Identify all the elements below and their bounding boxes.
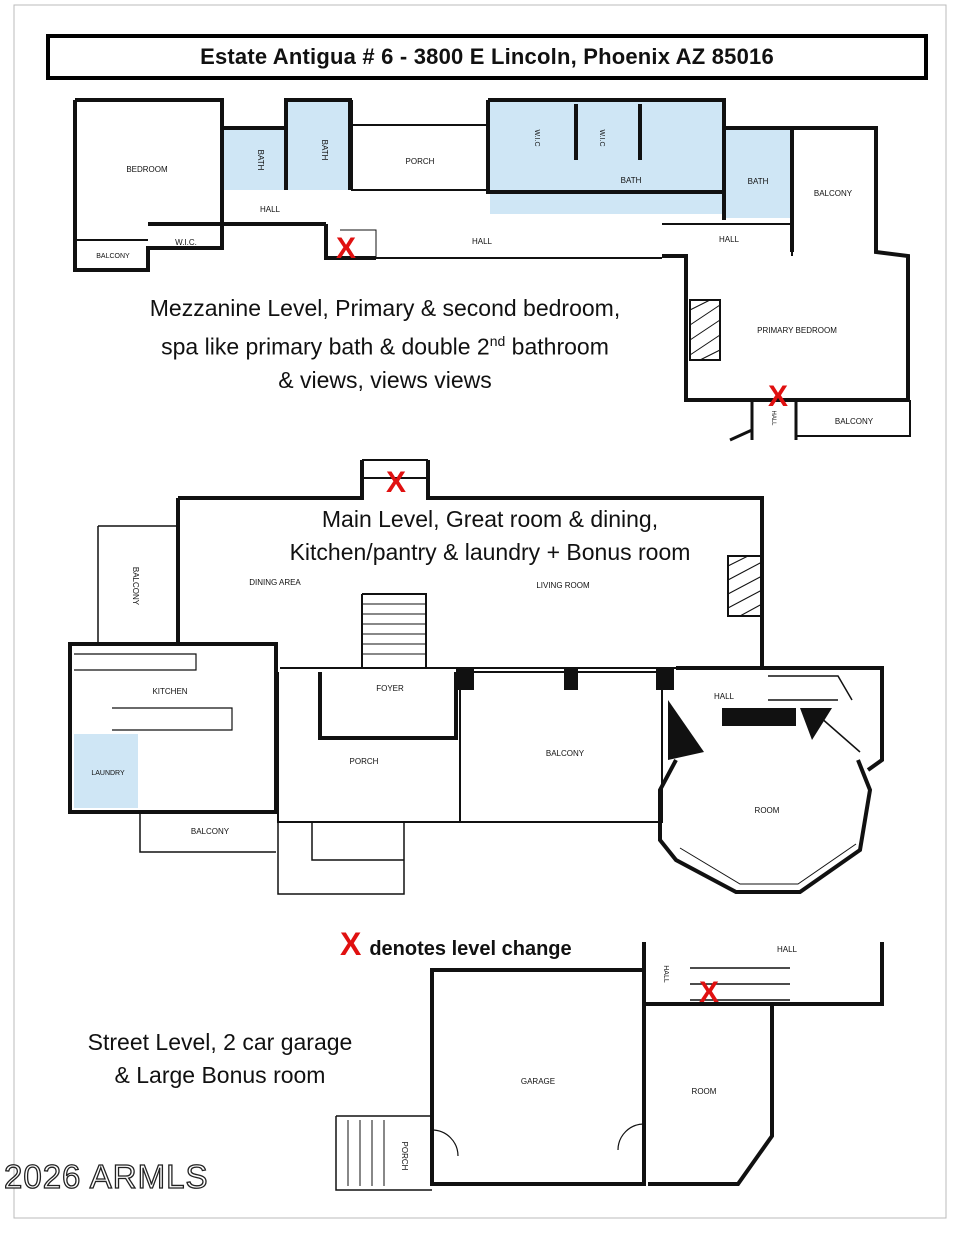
street-door [618,1124,644,1150]
hall-bar [722,708,796,726]
mezzanine-caption-line3: & views, views views [278,366,492,393]
mezz-label-bath2: BATH [320,139,329,161]
street-caption-line1: Street Level, 2 car garage [87,1029,353,1055]
mezz-label-primary-bedroom: PRIMARY BEDROOM [757,326,837,335]
level-change-marker: X [335,232,357,265]
mezz-label-hall4: HALL [770,410,776,426]
mezz-label-wic3: W.I.C [598,129,605,147]
main-foyer [320,672,456,738]
street-porch-treads [348,1120,384,1186]
mezz-label-hall2: HALL [471,237,493,246]
wedge-left [668,700,704,760]
main-label-room: ROOM [754,806,780,815]
mezz-label-hall3: HALL [718,235,740,244]
mezzanine-caption [100,292,670,397]
mezz-label-wic1: W.I.C. [175,238,197,247]
street-label-hall2: HALL [662,965,669,983]
main-center-stairs [362,594,426,668]
mezzanine-caption-line1: Mezzanine Level, Primary & second bedroom, [149,295,621,321]
street-label-room: ROOM [691,1087,717,1096]
street-label-porch: PORCH [400,1141,409,1171]
main-label-balcony1: BALCONY [131,566,140,606]
bath-fill-1 [224,130,286,190]
pillar-1 [456,668,474,690]
garage-door [432,1130,458,1156]
mezz-label-bath3: BATH [747,177,769,186]
page-title: Estate Antigua # 6 - 3800 E Lincoln, Phoenix AZ 85016 [200,44,774,69]
main-label-dining: DINING AREA [249,578,301,587]
level-change-marker: X [385,466,407,499]
mezz-label-balcony1: BALCONY [96,253,130,260]
bath-fill-4 [724,130,792,218]
mezz-label-hall1: HALL [259,205,281,214]
main-label-porch: PORCH [349,757,379,766]
street-label-hall1: HALL [776,945,798,954]
mezzanine-caption-sup: nd [489,333,506,349]
legend-text: denotes level change [369,938,572,960]
legend [340,926,572,963]
main-caption [240,503,740,569]
mezzanine-caption-line2-tail: bathroom [505,333,609,360]
mezz-porch [352,100,488,190]
bath-fill-2 [288,102,348,190]
mezz-label-porch: PORCH [405,157,435,166]
main-label-balcony2: BALCONY [190,827,230,836]
level-change-marker: X [698,976,720,1009]
level-change-marker: X [767,380,789,413]
mezz-label-bath-primary: BATH [620,176,642,185]
mezz-label-bedroom: BEDROOM [126,165,168,174]
mezzanine-caption-line2-text: spa like primary bath & double 2 [161,333,490,360]
main-balcony-center [460,672,662,822]
street-caption [60,1026,380,1092]
bath-fill-3 [490,102,722,214]
street-label-garage: GARAGE [520,1077,556,1086]
main-octagon-room [660,760,870,892]
street-caption-line2: & Large Bonus room [114,1062,326,1088]
main-caption-line2: Kitchen/pantry & laundry + Bonus room [289,539,691,565]
street-hall-top [644,942,882,1004]
main-label-balcony3: BALCONY [545,749,585,758]
main-label-laundry: LAUNDRY [91,770,125,777]
main-label-hall: HALL [713,692,735,701]
mezz-label-balcony3: BALCONY [834,417,874,426]
main-stair-treads [362,604,426,654]
pillar-2 [564,668,578,690]
fireplace-hatch [690,300,720,360]
main-caption-line1: Main Level, Great room & dining, [321,506,659,532]
street-plan [336,942,882,1190]
mezz-label-balcony2: BALCONY [813,189,853,198]
main-porch-steps [278,822,404,894]
mezz-label-wic2: W.I.C [533,129,540,147]
pillar-3 [656,668,674,690]
main-label-foyer: FOYER [376,684,404,693]
legend-marker: X [340,926,362,962]
mezzanine-caption-line2 [100,325,670,364]
watermark: 2026 ARMLS [4,1158,209,1195]
mezz-label-bath1: BATH [256,149,265,171]
main-label-living: LIVING ROOM [536,581,590,590]
main-porch [278,672,460,822]
main-label-kitchen: KITCHEN [152,687,188,696]
